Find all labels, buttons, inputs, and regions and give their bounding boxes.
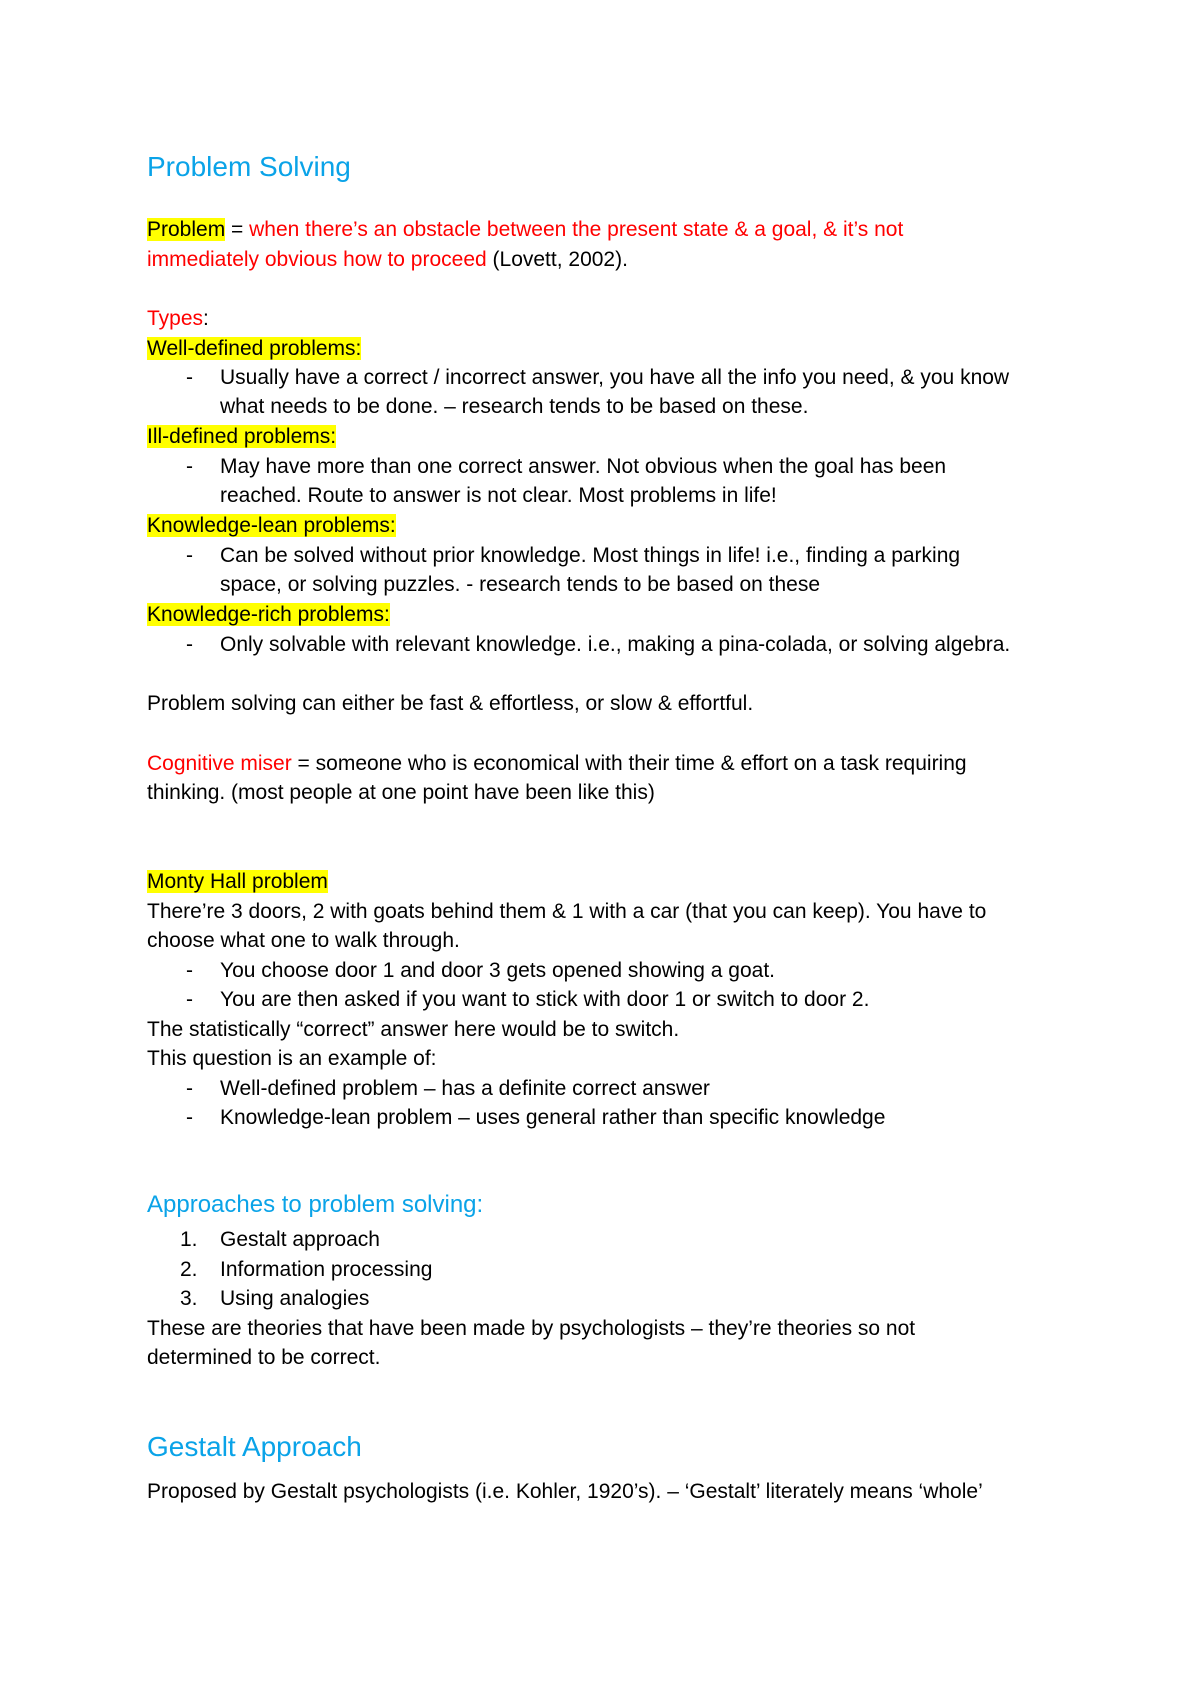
gestalt-heading: Gestalt Approach [147, 1431, 362, 1462]
bullet-dash: - [186, 959, 193, 982]
monty-hall-intro: choose what one to walk through. [147, 929, 460, 952]
type-heading [147, 335, 361, 363]
type-heading-text: Knowledge-lean problems: [147, 514, 396, 537]
type-heading-text: Knowledge-rich problems: [147, 603, 390, 626]
approaches-note: determined to be correct. [147, 1346, 381, 1369]
type-description: space, or solving puzzles. - research tends to be based on these [220, 573, 821, 596]
monty-hall-step: You choose door 1 and door 3 gets opened showing a goat. [220, 959, 775, 982]
list-number: 2. [180, 1258, 198, 1281]
bullet-dash: - [186, 1077, 193, 1100]
list-number: 3. [180, 1287, 198, 1310]
type-heading [147, 423, 336, 451]
cognitive-miser-term: Cognitive miser [147, 752, 292, 775]
monty-hall-stat: The statistically “correct” answer here would be to switch. [147, 1018, 680, 1041]
type-description: what needs to be done. – research tends to be based on these. [220, 395, 809, 418]
equals-sign: = [225, 218, 250, 241]
approach-item: Gestalt approach [220, 1228, 380, 1251]
cognitive-miser-definition: = someone who is economical with their time & effort on a task requiring [291, 752, 967, 775]
types-label-line [147, 305, 209, 333]
types-colon: : [203, 307, 209, 330]
approaches-note: These are theories that have been made by psychologists – they’re theories so not [147, 1317, 916, 1340]
bullet-dash: - [186, 633, 193, 656]
approach-item: Information processing [220, 1258, 433, 1281]
gestalt-text: Proposed by Gestalt psychologists (i.e. Kohler, 1920’s). – ‘Gestalt’ literately means ‘whole’ [147, 1480, 983, 1503]
bullet-dash: - [186, 988, 193, 1011]
problem-term: Problem [147, 218, 226, 241]
type-description: May have more than one correct answer. Not obvious when the goal has been [220, 455, 947, 478]
cognitive-miser-line-2: thinking. (most people at one point have been like this) [147, 781, 655, 804]
monty-hall-intro: There’re 3 doors, 2 with goats behind them & 1 with a car (that you can keep). You have to [147, 900, 987, 923]
problem-definition-text-cont: immediately obvious how to proceed [147, 248, 487, 271]
types-label: Types [147, 307, 204, 330]
bullet-dash: - [186, 366, 193, 389]
approaches-heading: Approaches to problem solving: [147, 1191, 484, 1218]
bullet-dash: - [186, 544, 193, 567]
citation: (Lovett, 2002). [486, 248, 628, 271]
type-description: Usually have a correct / incorrect answer, you have all the info you need, & you know [220, 366, 1010, 389]
type-heading-text: Well-defined problems: [147, 337, 362, 360]
problem-definition-text: when there’s an obstacle between the present state & a goal, & it’s not [249, 218, 904, 241]
type-heading [147, 512, 396, 540]
monty-hall-heading-text: Monty Hall problem [147, 870, 328, 893]
type-description: Can be solved without prior knowledge. Most things in life! i.e., finding a parking [220, 544, 961, 567]
problem-definition-line-1 [147, 216, 903, 244]
monty-hall-step: You are then asked if you want to stick with door 1 or switch to door 2. [220, 988, 870, 1011]
type-description: reached. Route to answer is not clear. Most problems in life! [220, 484, 777, 507]
monty-hall-heading [147, 868, 328, 896]
page-title: Problem Solving [147, 151, 351, 182]
monty-hall-example: Knowledge-lean problem – uses general rather than specific knowledge [220, 1106, 886, 1129]
type-heading-text: Ill-defined problems: [147, 425, 337, 448]
bullet-dash: - [186, 455, 193, 478]
monty-hall-example-intro: This question is an example of: [147, 1047, 437, 1070]
problem-definition-line-2 [147, 246, 628, 274]
list-number: 1. [180, 1228, 198, 1251]
approach-item: Using analogies [220, 1287, 370, 1310]
bullet-dash: - [186, 1106, 193, 1129]
fast-slow-text: Problem solving can either be fast & effortless, or slow & effortful. [147, 692, 754, 715]
monty-hall-example: Well-defined problem – has a definite correct answer [220, 1077, 710, 1100]
type-heading [147, 601, 390, 629]
type-description: Only solvable with relevant knowledge. i.e., making a pina-colada, or solving algebra. [220, 633, 1011, 656]
cognitive-miser-line-1 [147, 750, 967, 778]
